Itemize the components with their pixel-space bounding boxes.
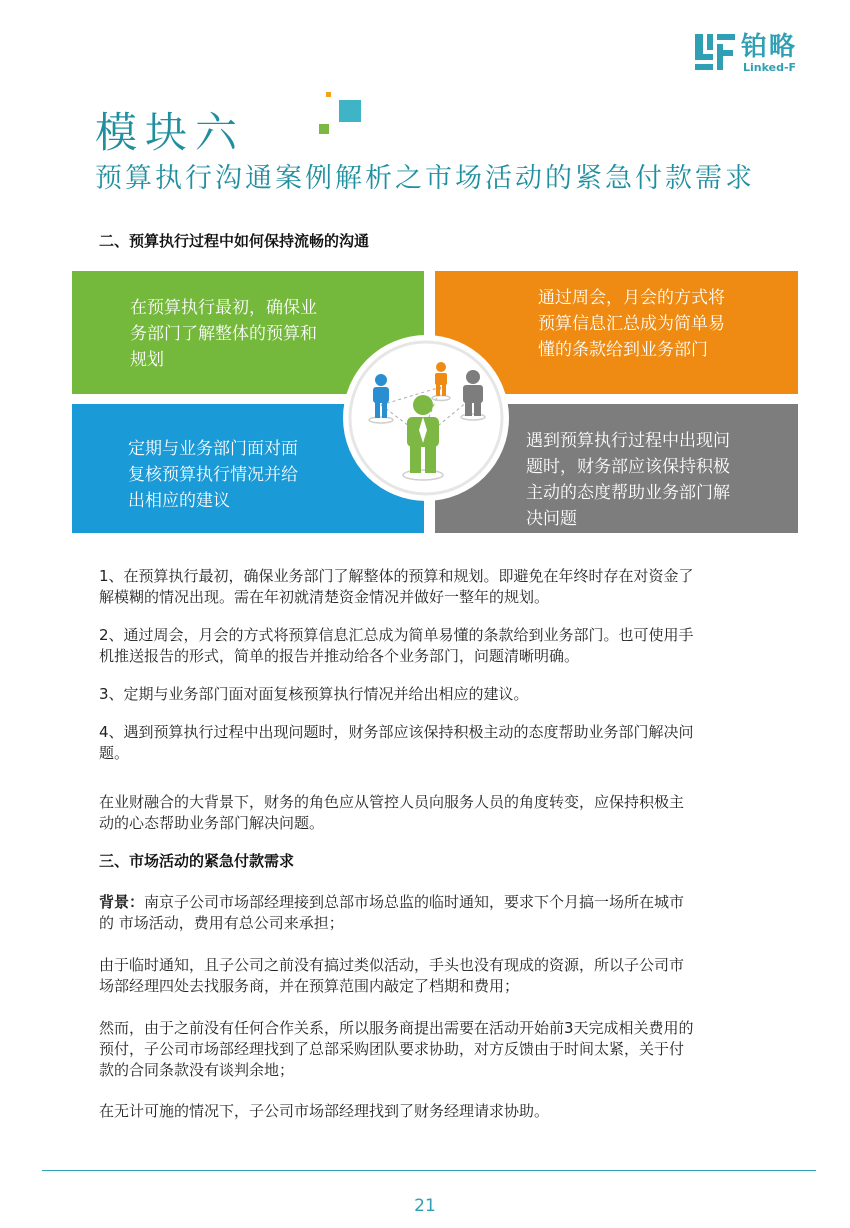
point-2 — [99, 625, 789, 667]
paragraph-4-line: 在无计可施的情况下，子公司市场部经理找到了财务经理请求协助。 — [99, 1102, 550, 1120]
paragraph-4 — [99, 1101, 789, 1122]
point-4 — [99, 722, 789, 764]
paragraph-2-line: 场部经理四处去找服务商，并在预算范围内敲定了档期和费用； — [99, 977, 520, 995]
quadrant-green-line: 规划 — [130, 350, 164, 370]
background-line: 南京子公司市场部经理接到总部市场总监的临时通知，要求下个月搞一场所在城市 — [144, 893, 685, 911]
section-2-heading: 二、预算执行过程中如何保持流畅的沟通 — [99, 232, 370, 250]
point-1-line: 1、在预算执行最初，确保业务部门了解整体的预算和规划。即避免在年终时存在对资金了 — [99, 567, 694, 585]
point-2-line: 机推送报告的形式，简单的报告并推动给各个业务部门，问题清晰明确。 — [99, 647, 580, 665]
paragraph-3-line: 预付，子公司市场部经理找到了总部采购团队要求协助，对方反馈由于时间太紧，关于付 — [99, 1040, 685, 1058]
point-1 — [99, 566, 789, 608]
linked-f-logo-icon — [693, 32, 737, 72]
team-people-icon — [343, 335, 509, 501]
quadrant-gray-line: 决问题 — [526, 509, 577, 529]
point-4-line: 题。 — [99, 744, 130, 762]
point-1-line: 解模糊的情况出现。需在年初就清楚资金情况并做好一整年的规划。 — [99, 588, 550, 606]
section-3-heading: 三、市场活动的紧急付款需求 — [99, 852, 295, 870]
quadrant-gray-line: 遇到预算执行过程中出现问 — [526, 431, 730, 451]
point-2-line: 2、通过周会，月会的方式将预算信息汇总成为简单易懂的条款给到业务部门。也可使用手 — [99, 626, 694, 644]
quadrant-blue-line: 出相应的建议 — [128, 491, 230, 511]
paragraph-2-line: 由于临时通知，且子公司之前没有搞过类似活动，手头也没有现成的资源，所以子公司市 — [99, 956, 685, 974]
quadrant-gray-line: 题时，财务部应该保持积极 — [526, 457, 730, 477]
brand-name-cn: 铂略 — [741, 32, 798, 62]
point-3 — [99, 684, 789, 705]
quadrant-green-line: 在预算执行最初，确保业 — [130, 298, 317, 318]
paragraph-3-line: 然而，由于之前没有任何合作关系，所以服务商提出需要在活动开始前3天完成相关费用的 — [99, 1019, 694, 1037]
footer-divider — [42, 1170, 816, 1171]
decorative-squares-icon — [315, 88, 365, 144]
quadrant-orange-line: 通过周会，月会的方式将 — [538, 288, 725, 308]
summary-line: 动的心态帮助业务部门解决问题。 — [99, 814, 325, 832]
brand-logo — [693, 32, 823, 76]
quadrant-orange-line: 预算信息汇总成为简单易 — [538, 314, 725, 334]
quadrant-blue-line: 复核预算执行情况并给 — [128, 465, 298, 485]
page-number: 21 — [414, 1196, 436, 1216]
paragraph-2 — [99, 955, 789, 997]
module-subtitle: 预算执行沟通案例解析之市场活动的紧急付款需求 — [95, 163, 755, 194]
summary-line: 在业财融合的大背景下，财务的角色应从管控人员向服务人员的角度转变，应保持积极主 — [99, 793, 685, 811]
background-paragraph — [99, 892, 789, 934]
background-line: 的 市场活动，费用有总公司来承担； — [99, 914, 344, 932]
module-title: 模块六 — [95, 108, 246, 157]
paragraph-3 — [99, 1018, 789, 1081]
quadrant-blue-line: 定期与业务部门面对面 — [128, 439, 298, 459]
quadrant-orange-line: 懂的条款给到业务部门 — [538, 340, 708, 360]
quadrant-gray-line: 主动的态度帮助业务部门解 — [526, 483, 730, 503]
point-3-line: 3、定期与业务部门面对面复核预算执行情况并给出相应的建议。 — [99, 685, 529, 703]
background-label: 背景： — [99, 893, 145, 911]
brand-name-en: Linked-F — [743, 61, 797, 74]
point-4-line: 4、遇到预算执行过程中出现问题时，财务部应该保持积极主动的态度帮助业务部门解决问 — [99, 723, 694, 741]
quadrant-green-line: 务部门了解整体的预算和 — [130, 324, 317, 344]
summary-paragraph — [99, 792, 789, 834]
paragraph-3-line: 款的合同条款没有谈判余地； — [99, 1061, 295, 1079]
